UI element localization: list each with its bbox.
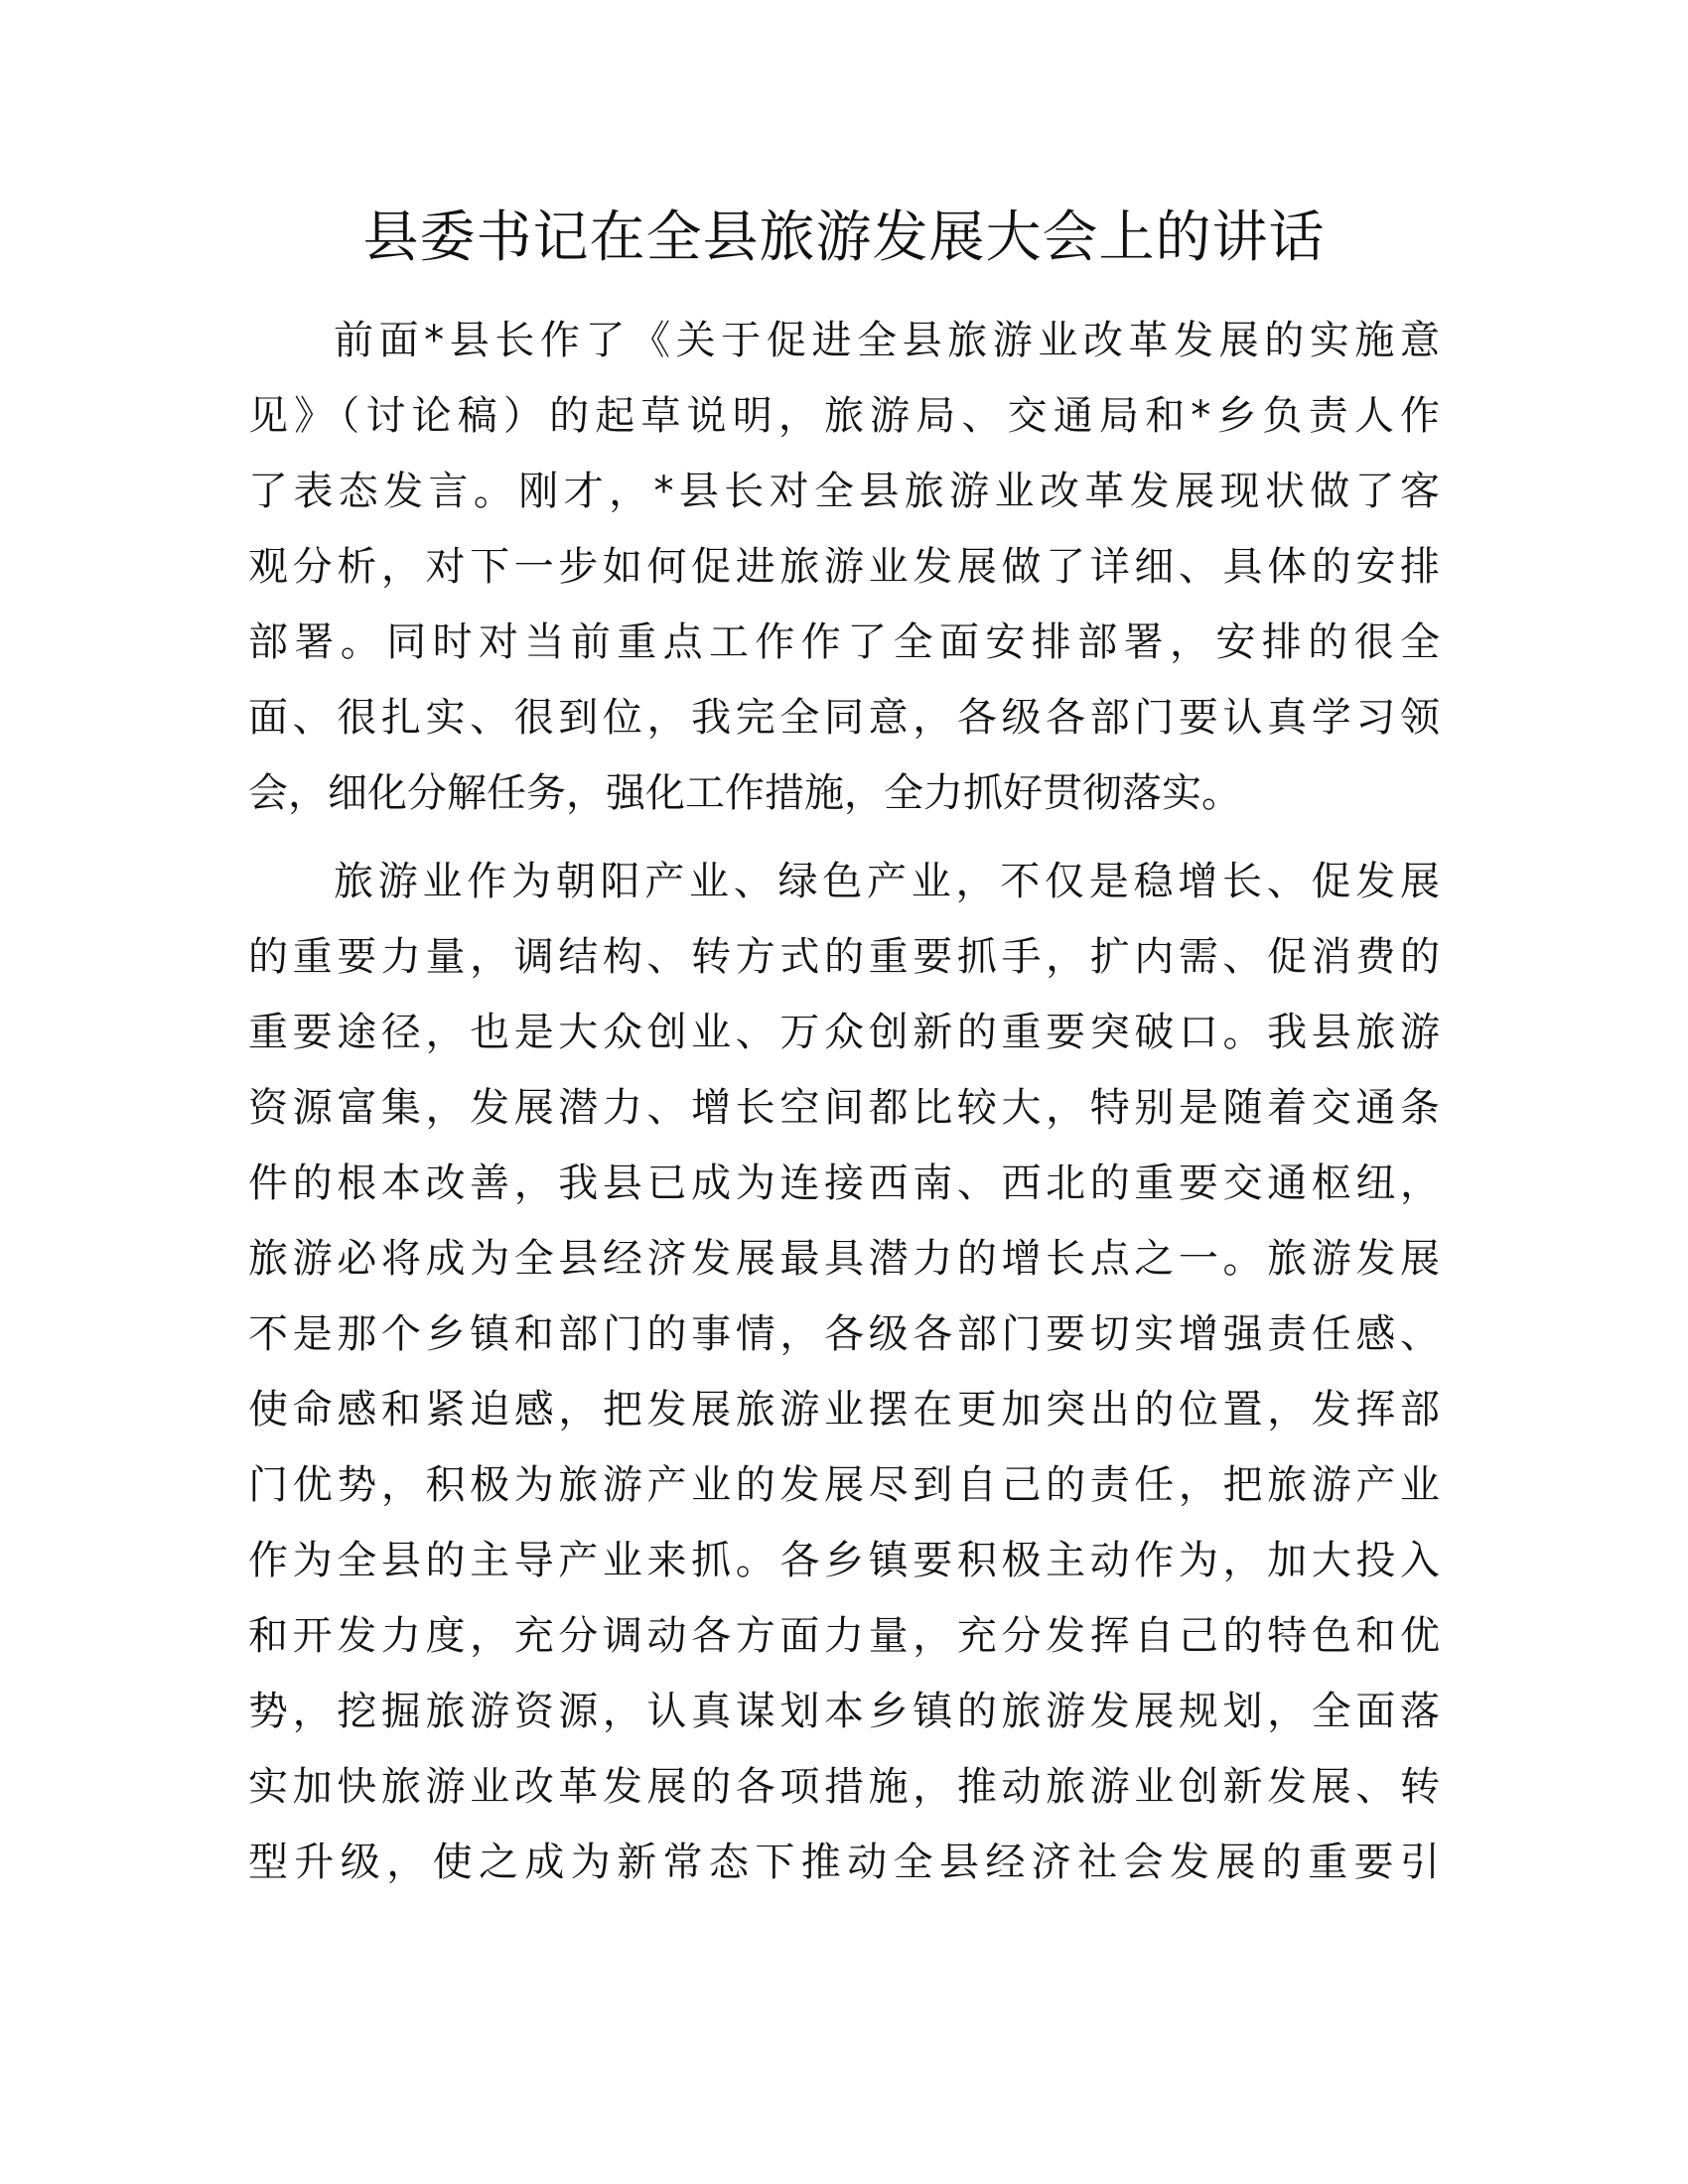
paragraph-2 [248, 844, 1440, 1900]
text-line: 面、很扎实、很到位，我完全同意，各级各部门要认真学习领 [248, 695, 1440, 741]
text-line: 见》（讨论稿）的起草说明，旅游局、交通局和*乡负责人作 [248, 393, 1440, 439]
text-line: 势，挖掘旅游资源，认真谋划本乡镇的旅游发展规划，全面落 [248, 1689, 1440, 1734]
text-line: 观分析，对下一步如何促进旅游业发展做了详细、具体的安排 [248, 544, 1440, 590]
text-line: 资源富集，发展潜力、增长空间都比较大，特别是随着交通条 [248, 1085, 1440, 1131]
text-line: 型升级，使之成为新常态下推动全县经济社会发展的重要引 [248, 1840, 1440, 1885]
text-line: 会，细化分解任务，强化工作措施，全力抓好贯彻落实。 [248, 770, 1241, 816]
text-line: 门优势，积极为旅游产业的发展尽到自己的责任，把旅游产业 [248, 1462, 1440, 1508]
text-line: 件的根本改善，我县已成为连接西南、西北的重要交通枢纽， [248, 1160, 1440, 1206]
document-body [248, 303, 1440, 1913]
text-line: 前面*县长作了《关于促进全县旅游业改革发展的实施意 [334, 318, 1440, 363]
text-line: 使命感和紧迫感，把发展旅游业摆在更加突出的位置，发挥部 [248, 1387, 1440, 1433]
text-line: 重要途径，也是大众创业、万众创新的重要突破口。我县旅游 [248, 1010, 1440, 1055]
text-line: 和开发力度，充分调动各方面力量，充分发挥自己的特色和优 [248, 1613, 1440, 1659]
text-line: 旅游必将成为全县经济发展最具潜力的增长点之一。旅游发展 [248, 1236, 1440, 1282]
page-title: 县委书记在全县旅游发展大会上的讲话 [362, 205, 1326, 270]
paragraph-1 [248, 303, 1440, 831]
text-line: 部署。同时对当前重点工作作了全面安排部署，安排的很全 [248, 619, 1440, 665]
text-line: 作为全县的主导产业来抓。各乡镇要积极主动作为，加大投入 [248, 1538, 1440, 1583]
text-line: 旅游业作为朝阳产业、绿色产业，不仅是稳增长、促发展 [334, 859, 1440, 904]
text-line: 了表态发言。刚才，*县长对全县旅游业改革发展现状做了客 [248, 469, 1440, 514]
text-line: 实加快旅游业改革发展的各项措施，推动旅游业创新发展、转 [248, 1764, 1440, 1810]
text-line: 不是那个乡镇和部门的事情，各级各部门要切实增强责任感、 [248, 1311, 1440, 1357]
text-line: 的重要力量，调结构、转方式的重要抓手，扩内需、促消费的 [248, 934, 1440, 980]
